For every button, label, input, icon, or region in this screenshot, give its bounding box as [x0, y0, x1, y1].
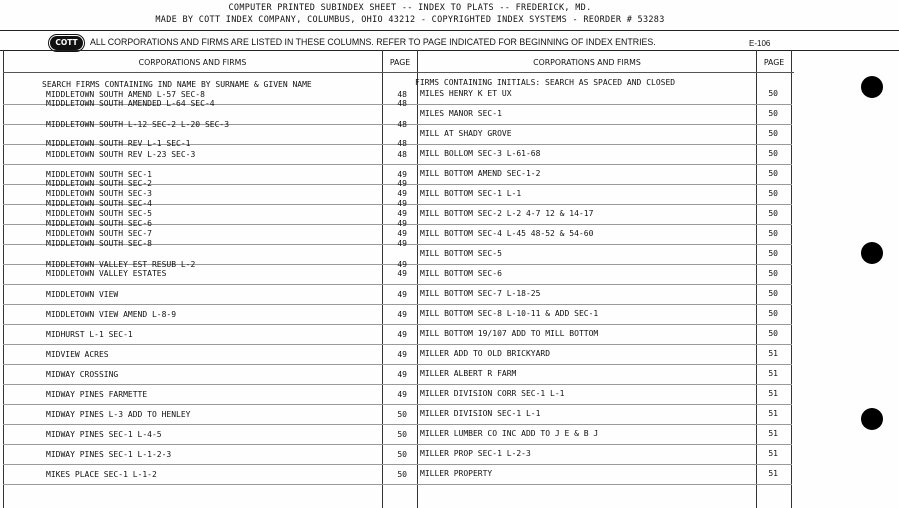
left-entry-name: MIDDLETOWN SOUTH REV L-23 SEC-3 [46, 150, 196, 159]
right-entry-name: MILL BOTTOM SEC-8 L-10-11 & ADD SEC-1 [420, 309, 599, 318]
right-entry-name: MILLER LUMBER CO INC ADD TO J E & B J [420, 429, 599, 438]
right-entry-name: MILLER ALBERT R FARM [420, 369, 517, 378]
left-entry-name: MIDWAY CROSSING [46, 370, 119, 379]
left-entry-name: MIDWAY PINES FARMETTE [46, 390, 148, 399]
left-entry-page: 49 [397, 189, 407, 198]
left-entry-page: 49 [397, 390, 407, 399]
right-entry-page: 50 [768, 289, 778, 298]
left-entry-name: MIDDLETOWN SOUTH SEC-3 [46, 189, 152, 198]
left-entry-page: 49 [397, 350, 407, 359]
left-entry-page: 49 [397, 239, 407, 248]
left-page-header: PAGE [389, 58, 411, 67]
right-entry-page: 50 [768, 109, 778, 118]
row-separator [3, 344, 792, 345]
left-entry-name: MIDDLETOWN SOUTH SEC-7 [46, 229, 152, 238]
right-entry-name: MILLER PROP SEC-1 L-2-3 [420, 449, 531, 458]
right-entry-name: MILL BOTTOM AMEND SEC-1-2 [420, 169, 541, 178]
left-entry-page: 49 [397, 330, 407, 339]
left-entry-page: 49 [397, 269, 407, 278]
right-entry-page: 50 [768, 209, 778, 218]
right-entry-page: 51 [768, 369, 778, 378]
column-divider [417, 50, 418, 508]
right-entry-page: 50 [768, 169, 778, 178]
left-entry-name: MIDVIEW ACRES [46, 350, 109, 359]
punch-hole-middle [861, 242, 883, 264]
right-entry-name: MILL BOTTOM SEC-1 L-1 [420, 189, 522, 198]
right-entry-page: 50 [768, 329, 778, 338]
left-entry-name: MIDDLETOWN SOUTH SEC-6 [46, 219, 152, 228]
right-entry-page: 51 [768, 469, 778, 478]
left-entry-name: MIDDLETOWN SOUTH AMEND L-57 SEC-8 [46, 90, 205, 99]
left-entry-page: 50 [397, 450, 407, 459]
row-separator [3, 324, 792, 325]
right-entry-page: 50 [768, 89, 778, 98]
left-border [3, 50, 4, 508]
right-entry-page: 51 [768, 349, 778, 358]
left-entry-page: 49 [397, 260, 407, 269]
left-entry-name: MIDDLETOWN SOUTH SEC-4 [46, 199, 152, 208]
left-entry-name: MIDWAY PINES L-3 ADD TO HENLEY [46, 410, 191, 419]
left-instruction: SEARCH FIRMS CONTAINING IND NAME BY SURNAME & GIVEN NAME [42, 80, 312, 89]
left-entry-page: 50 [397, 470, 407, 479]
right-entry-page: 50 [768, 249, 778, 258]
left-entry-name: MIDDLETOWN SOUTH SEC-1 [46, 170, 152, 179]
punch-hole-top [861, 76, 883, 98]
right-page-header: PAGE [763, 58, 785, 67]
left-entry-name: MIDDLETOWN SOUTH L-12 SEC-2 L-20 SEC-3 [46, 120, 230, 129]
right-entry-page: 51 [768, 449, 778, 458]
cott-logo: COTT [50, 36, 83, 50]
right-instruction: FIRMS CONTAINING INITIALS: SEARCH AS SPACED AND CLOSED [415, 78, 676, 87]
right-entry-name: MILL BOTTOM SEC-5 [420, 249, 502, 258]
header-publisher: MADE BY COTT INDEX COMPANY, COLUMBUS, OHIO 43212 - COPYRIGHTED INDEX SYSTEMS - REORDER # 53283 [155, 15, 665, 25]
right-entry-page: 50 [768, 309, 778, 318]
right-entry-name: MILL BOTTOM 19/107 ADD TO MILL BOTTOM [420, 329, 599, 338]
left-entry-page: 49 [397, 219, 407, 228]
left-entry-page: 48 [397, 150, 407, 159]
left-entry-page: 49 [397, 170, 407, 179]
left-entry-page: 49 [397, 229, 407, 238]
row-separator [3, 484, 792, 485]
left-entry-name: MIDHURST L-1 SEC-1 [46, 330, 133, 339]
left-entry-page: 49 [397, 199, 407, 208]
right-entry-name: MILLER DIVISION SEC-1 L-1 [420, 409, 541, 418]
right-border [791, 50, 792, 508]
left-entry-name: MIDDLETOWN VIEW [46, 290, 119, 299]
left-entry-page: 49 [397, 310, 407, 319]
right-entry-name: MILL BOTTOM SEC-6 [420, 269, 502, 278]
left-entry-name: MIDDLETOWN VALLEY EST RESUB L-2 [46, 260, 196, 269]
left-page-column-border [382, 50, 383, 508]
row-separator [3, 464, 792, 465]
row-separator [3, 384, 792, 385]
left-entry-name: MIDWAY PINES SEC-1 L-4-5 [46, 430, 162, 439]
right-entry-name: MILLER PROPERTY [420, 469, 493, 478]
right-entry-name: MILL BOTTOM SEC-7 L-18-25 [420, 289, 541, 298]
right-entry-page: 50 [768, 269, 778, 278]
left-entry-name: MIDDLETOWN VALLEY ESTATES [46, 269, 167, 278]
left-entry-page: 50 [397, 430, 407, 439]
right-entry-name: MILLER ADD TO OLD BRICKYARD [420, 349, 551, 358]
right-entry-name: MILL BOLLOM SEC-3 L-61-68 [420, 149, 541, 158]
right-entry-name: MILL AT SHADY GROVE [420, 129, 512, 138]
left-entry-page: 49 [397, 179, 407, 188]
row-separator [3, 364, 792, 365]
row-separator [3, 284, 792, 285]
left-entry-page: 49 [397, 209, 407, 218]
row-separator [3, 444, 792, 445]
row-separator [3, 424, 792, 425]
row-separator [3, 304, 792, 305]
right-entry-page: 51 [768, 429, 778, 438]
left-entry-page: 48 [397, 99, 407, 108]
left-entry-name: MIDDLETOWN SOUTH SEC-2 [46, 179, 152, 188]
header-divider [0, 30, 899, 31]
sheet-number: E-106 [749, 39, 771, 48]
right-page-column-border [756, 50, 757, 508]
notice-divider [0, 50, 899, 51]
left-entry-name: MIDDLETOWN SOUTH AMENDED L-64 SEC-4 [46, 99, 215, 108]
notice-text: ALL CORPORATIONS AND FIRMS ARE LISTED IN THESE COLUMNS. REFER TO PAGE INDICATED FOR BEGINNING OF INDEX ENTRIES. [90, 37, 656, 47]
punch-hole-bottom [861, 408, 883, 430]
left-entry-name: MIDDLETOWN SOUTH REV L-1 SEC-1 [46, 139, 191, 148]
right-entry-page: 50 [768, 229, 778, 238]
left-entry-page: 50 [397, 410, 407, 419]
left-entry-page: 48 [397, 139, 407, 148]
right-entry-page: 50 [768, 189, 778, 198]
row-separator [3, 404, 792, 405]
left-entry-page: 49 [397, 290, 407, 299]
column-header-divider [3, 72, 794, 73]
left-entry-page: 49 [397, 370, 407, 379]
right-entry-page: 50 [768, 129, 778, 138]
left-entry-name: MIDDLETOWN SOUTH SEC-5 [46, 209, 152, 218]
right-entry-name: MILLER DIVISION CORR SEC-1 L-1 [420, 389, 565, 398]
right-entry-name: MILL BOTTOM SEC-2 L-2 4-7 12 & 14-17 [420, 209, 594, 218]
header-title: COMPUTER PRINTED SUBINDEX SHEET -- INDEX TO PLATS -- FREDERICK, MD. [228, 3, 592, 13]
right-entry-page: 51 [768, 389, 778, 398]
right-entry-page: 51 [768, 409, 778, 418]
left-entry-page: 48 [397, 120, 407, 129]
right-column-header: CORPORATIONS AND FIRMS [533, 58, 641, 67]
right-entry-name: MILES MANOR SEC-1 [420, 109, 502, 118]
left-column-header: CORPORATIONS AND FIRMS [138, 58, 247, 67]
right-entry-page: 50 [768, 149, 778, 158]
row-separator [3, 164, 792, 165]
left-entry-name: MIKES PLACE SEC-1 L-1-2 [46, 470, 157, 479]
left-entry-name: MIDWAY PINES SEC-1 L-1-2-3 [46, 450, 172, 459]
left-entry-name: MIDDLETOWN VIEW AMEND L-8-9 [46, 310, 177, 319]
left-entry-page: 48 [397, 90, 407, 99]
right-entry-name: MILL BOTTOM SEC-4 L-45 48-52 & 54-60 [420, 229, 594, 238]
left-entry-name: MIDDLETOWN SOUTH SEC-8 [46, 239, 152, 248]
right-entry-name: MILES HENRY K ET UX [420, 89, 512, 98]
